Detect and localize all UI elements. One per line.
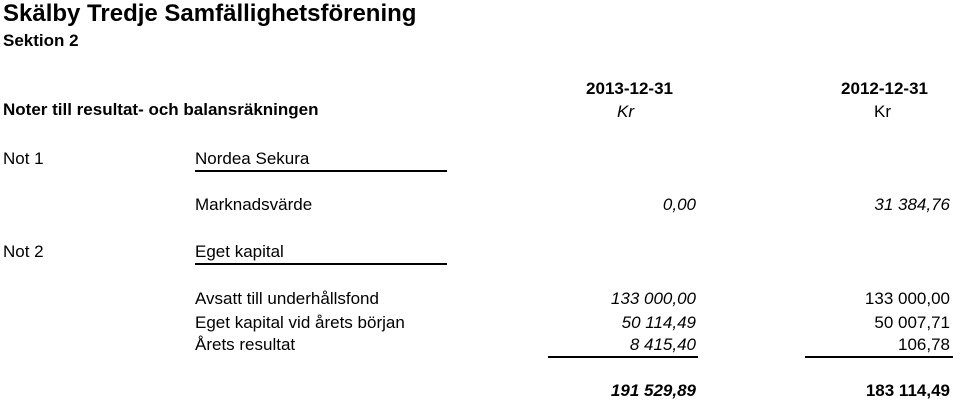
- row-value-current: 0,00: [662, 195, 696, 214]
- column-unit-current: Kr: [617, 102, 634, 121]
- row-value-previous: 50 007,71: [874, 313, 950, 332]
- note-2-title-underline: [195, 263, 447, 265]
- document-subtitle: Sektion 2: [3, 31, 79, 50]
- row-value-previous: 106,78: [898, 335, 950, 354]
- note-1-title: Nordea Sekura: [195, 149, 310, 168]
- row-label: Eget kapital vid årets början: [195, 313, 405, 332]
- section-title: Noter till resultat- och balansräkningen: [3, 100, 319, 119]
- subtotal-rule-current: [548, 356, 698, 358]
- row-label: Avsatt till underhållsfond: [195, 289, 379, 308]
- document-title: Skälby Tredje Samfällighetsförening: [3, 0, 417, 27]
- row-value-current: 8 415,40: [629, 335, 696, 354]
- row-value-previous: 31 384,76: [874, 195, 950, 214]
- note-2-label: Not 2: [3, 242, 44, 261]
- total-value-previous: 183 114,49: [865, 381, 950, 400]
- column-header-current-date: 2013-12-31: [586, 79, 673, 98]
- row-value-previous: 133 000,00: [864, 289, 950, 308]
- row-label: Marknadsvärde: [195, 195, 313, 214]
- column-header-previous-date: 2012-12-31: [841, 79, 928, 98]
- row-label: Årets resultat: [195, 335, 296, 354]
- subtotal-rule-previous: [805, 356, 953, 358]
- total-value-current: 191 529,89: [610, 381, 696, 400]
- row-value-current: 133 000,00: [610, 289, 696, 308]
- note-1-label: Not 1: [3, 149, 44, 168]
- note-1-title-underline: [195, 170, 447, 172]
- note-2-title: Eget kapital: [195, 242, 284, 261]
- column-unit-previous: Kr: [874, 102, 891, 121]
- row-value-current: 50 114,49: [621, 313, 696, 332]
